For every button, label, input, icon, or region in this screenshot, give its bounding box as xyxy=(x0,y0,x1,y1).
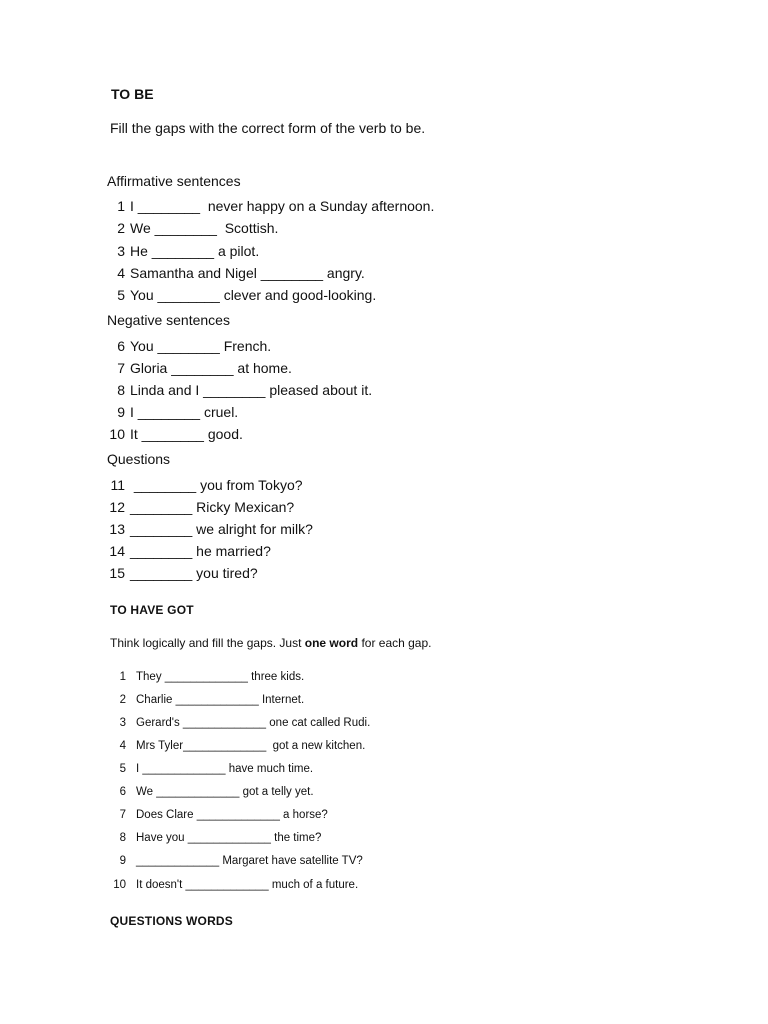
instruction-emphasis: one word xyxy=(304,636,359,650)
instruction-text: for each gap. xyxy=(358,636,432,650)
exercise-item xyxy=(110,855,363,867)
item-number: 5 xyxy=(119,763,126,775)
item-number: 10 xyxy=(109,426,125,442)
to-have-got-instruction xyxy=(110,636,432,650)
exercise-item xyxy=(101,404,238,420)
item-text: We ________ Scottish. xyxy=(130,220,279,236)
exercise-item xyxy=(110,809,328,821)
item-number: 3 xyxy=(117,243,125,259)
questions-heading: Questions xyxy=(107,451,171,467)
item-number: 1 xyxy=(117,198,125,214)
exercise-item xyxy=(110,717,370,729)
item-text: ________ you tired? xyxy=(130,565,258,581)
section-title-questions-words: QUESTIONS WORDS xyxy=(110,914,234,928)
item-number: 3 xyxy=(119,717,126,729)
exercise-item xyxy=(101,521,313,537)
affirmative-heading: Affirmative sentences xyxy=(107,173,241,189)
item-number: 8 xyxy=(117,382,125,398)
exercise-item xyxy=(101,426,243,442)
item-text: Samantha and Nigel ________ angry. xyxy=(130,265,365,281)
item-number: 2 xyxy=(117,220,125,236)
item-number: 4 xyxy=(119,740,126,752)
exercise-item xyxy=(110,786,314,798)
item-number: 12 xyxy=(109,499,125,515)
exercise-item xyxy=(110,879,358,891)
item-number: 9 xyxy=(119,855,126,867)
item-text: Mrs Tyler_____________ got a new kitchen. xyxy=(136,740,366,752)
exercise-item xyxy=(101,382,372,398)
item-text: Have you _____________ the time? xyxy=(136,832,322,844)
item-text: Linda and I ________ pleased about it. xyxy=(130,382,373,398)
item-text: Does Clare _____________ a horse? xyxy=(136,809,328,821)
exercise-item xyxy=(101,565,258,581)
exercise-item xyxy=(110,694,304,706)
exercise-item xyxy=(110,671,304,683)
item-text: _____________ Margaret have satellite TV? xyxy=(136,855,363,867)
exercise-item xyxy=(110,763,313,775)
item-number: 13 xyxy=(109,521,125,537)
item-text: It doesn't _____________ much of a future. xyxy=(136,879,359,891)
item-number: 7 xyxy=(117,360,125,376)
item-text: I ________ never happy on a Sunday afternoon. xyxy=(130,198,435,214)
item-number: 9 xyxy=(117,404,125,420)
item-text: It ________ good. xyxy=(130,426,243,442)
section-title-to-have-got: TO HAVE GOT xyxy=(110,603,194,617)
exercise-item xyxy=(101,265,365,281)
item-text: They _____________ three kids. xyxy=(136,671,305,683)
instruction-text: Think logically and fill the gaps. Just xyxy=(110,636,305,650)
exercise-item xyxy=(101,287,376,303)
to-be-instruction: Fill the gaps with the correct form of the verb to be. xyxy=(110,120,426,136)
item-number: 6 xyxy=(119,786,126,798)
item-text: You ________ clever and good-looking. xyxy=(130,287,377,303)
item-text: ________ he married? xyxy=(130,543,271,559)
exercise-item xyxy=(101,243,259,259)
exercise-item xyxy=(101,198,434,214)
exercise-item xyxy=(101,220,278,236)
item-text: ________ Ricky Mexican? xyxy=(130,499,295,515)
item-number: 4 xyxy=(117,265,125,281)
exercise-item xyxy=(101,338,271,354)
item-text: We _____________ got a telly yet. xyxy=(136,786,314,798)
item-text: ________ you from Tokyo? xyxy=(130,477,303,493)
exercise-item xyxy=(101,477,303,493)
exercise-item xyxy=(101,360,292,376)
item-number: 2 xyxy=(119,694,126,706)
exercise-item xyxy=(110,740,365,752)
item-text: Charlie _____________ Internet. xyxy=(136,694,305,706)
item-number: 6 xyxy=(117,338,125,354)
item-text: Gerard's _____________ one cat called Rudi. xyxy=(136,717,371,729)
negative-heading: Negative sentences xyxy=(107,312,230,328)
item-text: You ________ French. xyxy=(130,338,272,354)
item-number: 10 xyxy=(113,879,126,891)
item-text: He ________ a pilot. xyxy=(130,243,260,259)
exercise-item xyxy=(101,543,271,559)
item-number: 7 xyxy=(119,809,126,821)
exercise-item xyxy=(101,499,294,515)
item-number: 11 xyxy=(110,477,125,493)
item-number: 1 xyxy=(119,671,126,683)
item-text: ________ we alright for milk? xyxy=(130,521,313,537)
exercise-item xyxy=(110,832,321,844)
item-number: 8 xyxy=(119,832,126,844)
item-text: Gloria ________ at home. xyxy=(130,360,292,376)
item-text: I _____________ have much time. xyxy=(136,763,314,775)
section-title-to-be: TO BE xyxy=(111,86,154,102)
item-number: 14 xyxy=(109,543,125,559)
item-text: I ________ cruel. xyxy=(130,404,239,420)
item-number: 5 xyxy=(117,287,125,303)
item-number: 15 xyxy=(109,565,125,581)
